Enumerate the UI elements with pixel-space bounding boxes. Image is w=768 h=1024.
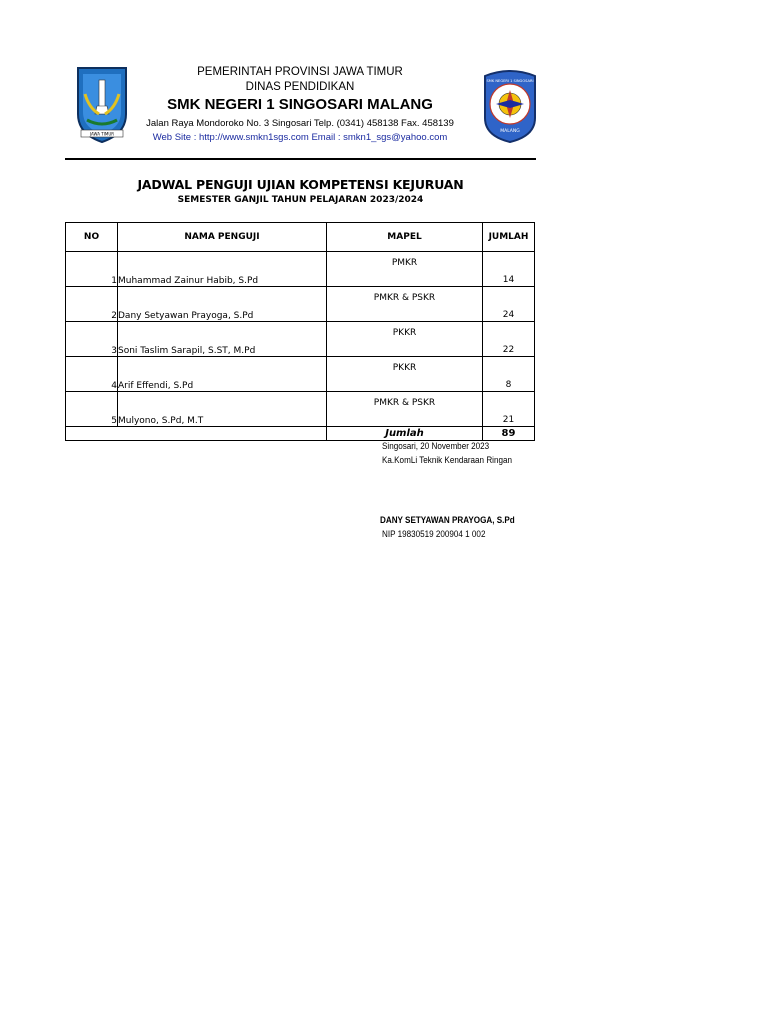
document-title: JADWAL PENGUJI UJIAN KOMPETENSI KEJURUAN: [137, 177, 464, 192]
row-no: 3: [66, 322, 118, 357]
row-mapel: PMKR & PSKR: [327, 287, 483, 322]
row-name: Mulyono, S.Pd, M.T: [118, 392, 327, 427]
total-label: Jumlah: [327, 427, 483, 441]
row-jumlah: 24: [483, 287, 535, 322]
signature-nip: NIP 19830519 200904 1 002: [382, 529, 486, 539]
examiner-table: [65, 222, 535, 441]
row-name: Muhammad Zainur Habib, S.Pd: [118, 252, 327, 287]
school-emblem-logo: [481, 68, 539, 144]
signature-place-date: Singosari, 20 November 2023: [382, 441, 490, 451]
row-mapel: PMKR & PSKR: [327, 392, 483, 427]
row-mapel: PKKR: [327, 322, 483, 357]
table-row: [66, 287, 535, 322]
row-mapel: PMKR: [327, 252, 483, 287]
table-total-row: [66, 427, 535, 441]
row-name: Dany Setyawan Prayoga, S.Pd: [118, 287, 327, 322]
row-jumlah: 22: [483, 322, 535, 357]
province-name: PEMERINTAH PROVINSI JAWA TIMUR: [197, 66, 403, 78]
row-no: 5: [66, 392, 118, 427]
header-name: NAMA PENGUJI: [118, 223, 327, 252]
row-name: Arif Effendi, S.Pd: [118, 357, 327, 392]
header-mapel: MAPEL: [327, 223, 483, 252]
table-row: [66, 322, 535, 357]
row-jumlah: 8: [483, 357, 535, 392]
agency-name: DINAS PENDIDIKAN: [245, 81, 355, 93]
table-header-row: [66, 223, 535, 252]
school-web-email: Web Site : http://www.smkn1sgs.com Email : smkn1_sgs@yahoo.com: [152, 132, 448, 143]
signature-role: Ka.KomLi Teknik Kendaraan Ringan: [382, 455, 512, 465]
row-jumlah: 21: [483, 392, 535, 427]
table-row: [66, 357, 535, 392]
row-jumlah: 14: [483, 252, 535, 287]
left-logo-text: JAWA TIMUR: [89, 131, 115, 137]
header-jumlah: JUMLAH: [483, 223, 535, 252]
school-name: SMK NEGERI 1 SINGOSARI MALANG: [167, 96, 433, 113]
row-name: Soni Taslim Sarapil, S.ST, M.Pd: [118, 322, 327, 357]
row-no: 2: [66, 287, 118, 322]
table-row: [66, 392, 535, 427]
row-mapel: PKKR: [327, 357, 483, 392]
total-value: 89: [483, 427, 535, 441]
signature-name: DANY SETYAWAN PRAYOGA, S.Pd: [380, 515, 515, 525]
row-no: 4: [66, 357, 118, 392]
school-address: Jalan Raya Mondoroko No. 3 Singosari Telp. (0341) 458138 Fax. 458139: [146, 118, 454, 129]
letterhead-divider: [65, 158, 536, 160]
document-subtitle: SEMESTER GANJIL TAHUN PELAJARAN 2023/2024: [177, 195, 424, 205]
header-no: NO: [66, 223, 118, 252]
right-logo-text-top: SMK NEGERI 1 SINGOSARI: [486, 79, 534, 83]
table-row: [66, 252, 535, 287]
total-spacer: [66, 427, 327, 441]
row-no: 1: [66, 252, 118, 287]
province-emblem-logo: [75, 64, 129, 144]
right-logo-text-bottom: MALANG: [500, 129, 520, 134]
